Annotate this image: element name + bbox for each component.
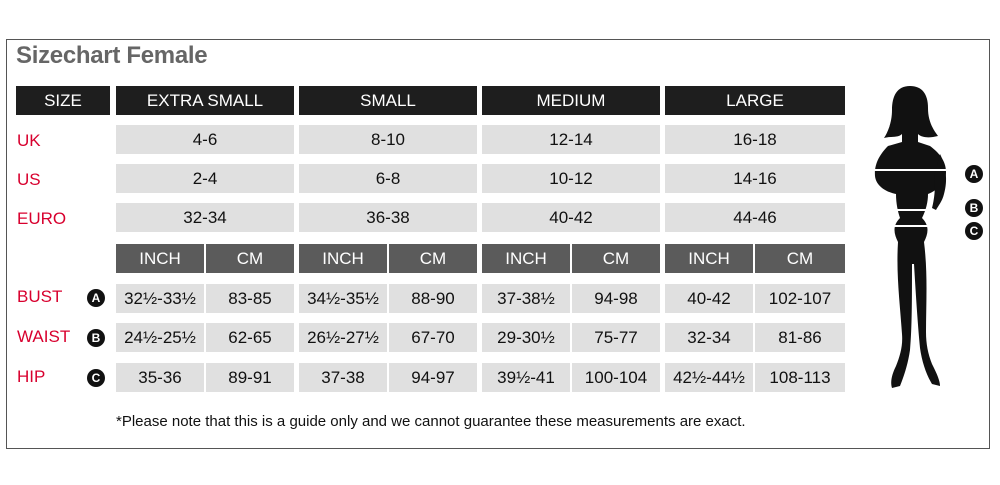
hip-l-cm: 108-113 [755, 363, 845, 392]
row-label-bust: BUST [17, 287, 63, 306]
waist-l-inch: 32-34 [665, 323, 753, 352]
unit-cm-xs: CM [206, 244, 294, 273]
waist-m-inch: 29-30½ [482, 323, 570, 352]
us-s: 6-8 [299, 164, 477, 193]
unit-inch-l: INCH [665, 244, 753, 273]
waist-xs-cm: 62-65 [206, 323, 294, 352]
badge-b: B [87, 329, 105, 347]
row-label-us: US [17, 170, 41, 189]
hip-xs-inch: 35-36 [116, 363, 204, 392]
bust-l-cm: 102-107 [755, 284, 845, 313]
uk-l: 16-18 [665, 125, 845, 154]
hip-s-cm: 94-97 [389, 363, 477, 392]
bust-l-inch: 40-42 [665, 284, 753, 313]
unit-cm-m: CM [572, 244, 660, 273]
hip-m-inch: 39½-41 [482, 363, 570, 392]
header-extra-small: EXTRA SMALL [116, 86, 294, 115]
header-size: SIZE [16, 86, 110, 115]
row-label-hip: HIP [17, 367, 46, 386]
waist-s-cm: 67-70 [389, 323, 477, 352]
bust-xs-inch: 32½-33½ [116, 284, 204, 313]
header-medium: MEDIUM [482, 86, 660, 115]
unit-inch-s: INCH [299, 244, 387, 273]
waist-xs-inch: 24½-25½ [116, 323, 204, 352]
bust-s-inch: 34½-35½ [299, 284, 387, 313]
header-small: SMALL [299, 86, 477, 115]
unit-inch-m: INCH [482, 244, 570, 273]
disclaimer-note: *Please note that this is a guide only and we cannot guarantee these measurements are exact. [116, 413, 746, 430]
us-xs: 2-4 [116, 164, 294, 193]
us-m: 10-12 [482, 164, 660, 193]
page-title: Sizechart Female [16, 42, 208, 69]
euro-s: 36-38 [299, 203, 477, 232]
euro-xs: 32-34 [116, 203, 294, 232]
badge-a: A [87, 289, 105, 307]
uk-xs: 4-6 [116, 125, 294, 154]
figure-badge-a: A [965, 165, 983, 183]
bust-xs-cm: 83-85 [206, 284, 294, 313]
header-large: LARGE [665, 86, 845, 115]
bust-s-cm: 88-90 [389, 284, 477, 313]
hip-m-cm: 100-104 [572, 363, 660, 392]
unit-inch-xs: INCH [116, 244, 204, 273]
uk-s: 8-10 [299, 125, 477, 154]
waist-s-inch: 26½-27½ [299, 323, 387, 352]
uk-m: 12-14 [482, 125, 660, 154]
us-l: 14-16 [665, 164, 845, 193]
row-label-euro: EURO [17, 209, 67, 228]
bust-m-cm: 94-98 [572, 284, 660, 313]
waist-m-cm: 75-77 [572, 323, 660, 352]
badge-c: C [87, 369, 105, 387]
hip-s-inch: 37-38 [299, 363, 387, 392]
hip-xs-cm: 89-91 [206, 363, 294, 392]
row-label-uk: UK [17, 131, 41, 150]
waist-l-cm: 81-86 [755, 323, 845, 352]
figure-badge-b: B [965, 199, 983, 217]
bust-m-inch: 37-38½ [482, 284, 570, 313]
row-label-waist: WAIST [17, 327, 71, 346]
euro-m: 40-42 [482, 203, 660, 232]
unit-cm-l: CM [755, 244, 845, 273]
figure-badge-c: C [965, 222, 983, 240]
euro-l: 44-46 [665, 203, 845, 232]
female-silhouette-icon [870, 84, 950, 396]
unit-cm-s: CM [389, 244, 477, 273]
hip-l-inch: 42½-44½ [665, 363, 753, 392]
